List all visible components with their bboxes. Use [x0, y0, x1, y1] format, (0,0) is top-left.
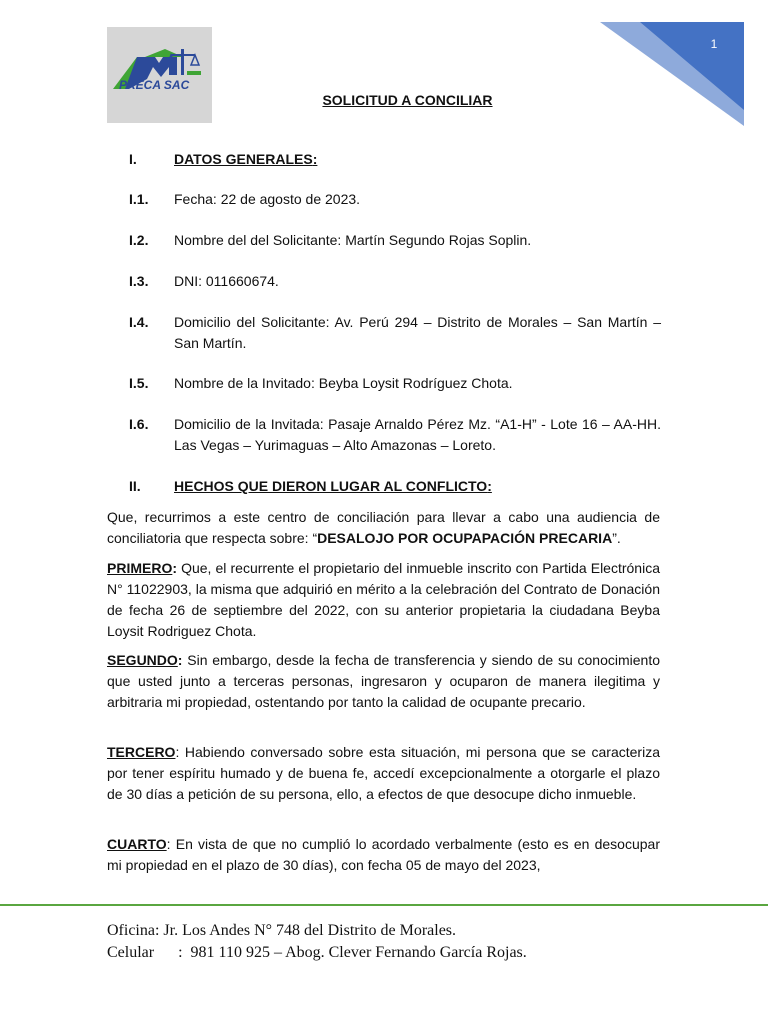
footer-office: Oficina: Jr. Los Andes N° 748 del Distrito de Morales.: [107, 922, 457, 939]
footer-phone: Celular : 981 110 925 – Abog. Clever Fernando García Rojas.: [107, 944, 527, 961]
data-item: I.1. Fecha: 22 de agosto de 2023.: [129, 191, 361, 207]
section-number: I.: [129, 151, 137, 167]
footer-divider: [0, 904, 768, 906]
data-item: I.6. Domicilio de la Invitada: Pasaje Arnaldo Pérez Mz. “A1-H” - Lote 16 – AA-HH. Las Vegas – Yurimaguas – Alto Amazonas – Loreto.: [129, 416, 661, 453]
corner-decoration: [600, 0, 768, 140]
data-item: I.2. Nombre del del Solicitante: Martín Segundo Rojas Soplin.: [129, 232, 532, 248]
section-title: HECHOS QUE DIERON LUGAR AL CONFLICTO: [174, 478, 488, 494]
paragraph-segundo: SEGUNDO: Sin embargo, desde la fecha de transferencia y siendo de su conocimiento que usted junto a terceras personas, ingresaron y ocuparon de manera ilegitima y arbitraria mi propiedad, ostentando por tanto la calidad de ocupante precario.: [107, 652, 660, 710]
paragraph-cuarto: CUARTO: En vista de que no cumplió lo acordado verbalmente (esto es en desocupar mi propiedad en el plazo de 30 días), con fecha 05 de mayo del 2023,: [107, 836, 660, 873]
company-logo: [107, 27, 212, 123]
section-number: II.: [129, 478, 141, 494]
section-title: DATOS GENERALES: [174, 151, 313, 167]
section-1-heading: I. DATOS GENERALES:: [129, 149, 661, 170]
data-item: I.4. Domicilio del Solicitante: Av. Perú 294 – Distrito de Morales – San Martín – San Martín.: [129, 314, 661, 351]
logo-text: PRECA SAC: [119, 78, 190, 92]
intro-paragraph: Que, recurrimos a este centro de conciliación para llevar a cabo una audiencia de conciliatoria que respecta sobre: “DESALOJO POR OCUPAPACIÓN PRECARIA”.: [107, 509, 660, 546]
document-title: SOLICITUD A CONCILIAR: [322, 92, 493, 108]
paragraph-tercero: TERCERO: Habiendo conversado sobre esta situación, mi persona que se caracteriza por tener espíritu humado y de buena fe, accedí excepcionalmente a otorgarle el plazo de 30 días a petición de su persona, ello, a efectos de que desocupe dicho inmueble.: [107, 744, 660, 802]
footer: [107, 920, 707, 964]
section-2-heading: II. HECHOS QUE DIERON LUGAR AL CONFLICTO:: [129, 476, 661, 497]
logo-graphic: [107, 27, 212, 123]
data-item: I.5. Nombre de la Invitado: Beyba Loysit Rodríguez Chota.: [129, 375, 513, 391]
paragraph-primero: PRIMERO: Que, el recurrente el propietario del inmueble inscrito con Partida Electrónica N° 11022903, la misma que adquirió en mérito a la celebración del Contrato de Donación de fecha 26 de septiembre del 2022, con su anterior propietaria la ciudadana Beyba Loysit Rodriguez Chota.: [107, 560, 660, 639]
data-item: I.3. DNI: 011660674.: [129, 273, 279, 289]
page-number: 1: [710, 37, 718, 51]
